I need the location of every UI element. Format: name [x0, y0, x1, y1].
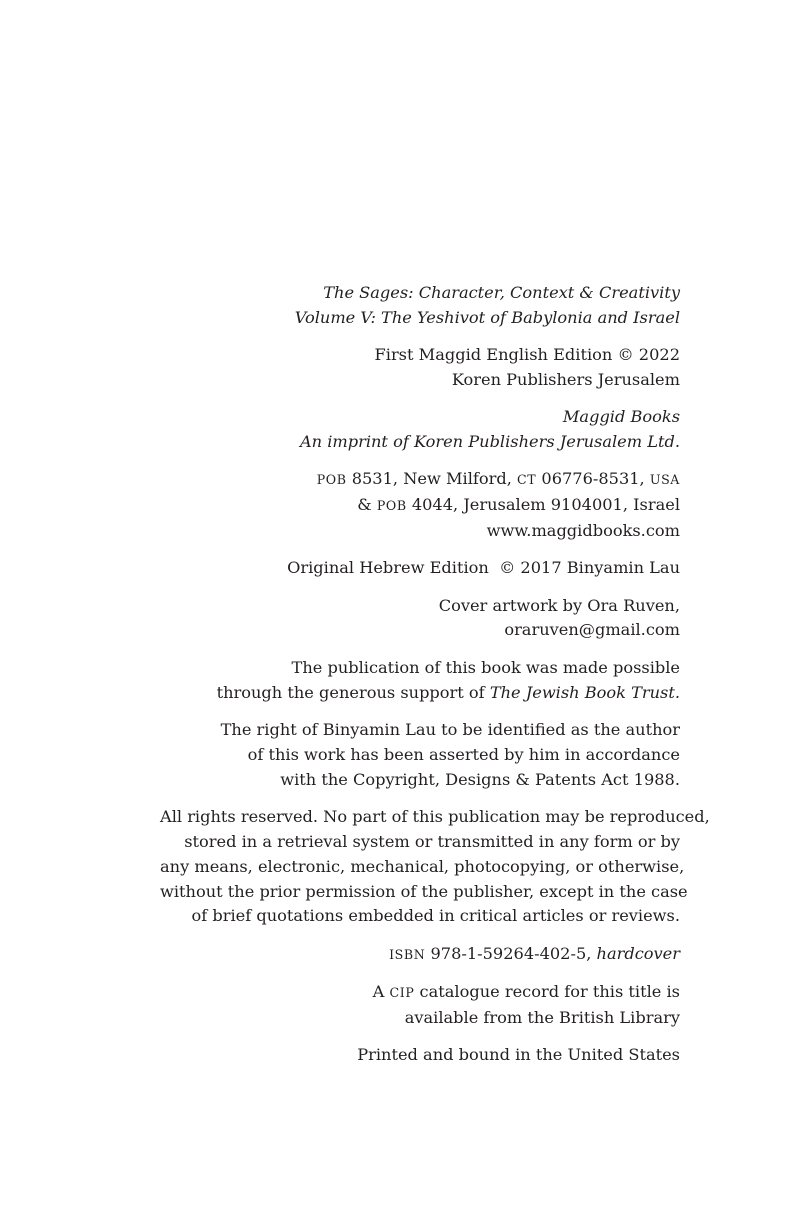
- zip-text: 06776-8531,: [536, 469, 650, 489]
- edition-line: First Maggid English Edition © 2022: [374, 345, 680, 365]
- volume-title: Volume V: The Yeshivot of Babylonia and Israel: [294, 307, 680, 327]
- pob-abbrev: POB: [316, 472, 347, 488]
- ampersand: &: [357, 495, 377, 515]
- trust-name: The Jewish Book Trust.: [489, 682, 680, 702]
- cover-credit: Cover artwork by Ora Ruven,: [438, 595, 680, 615]
- support-block: [160, 656, 680, 706]
- title-block: [160, 281, 680, 331]
- country-abbrev: USA: [649, 472, 680, 488]
- cip-block: [160, 980, 680, 1031]
- cip-line-2: available from the British Library: [404, 1007, 680, 1027]
- isbn-number: 978-1-59264-402-5,: [425, 943, 597, 963]
- cip-line-1: [160, 980, 680, 1006]
- address-block: [160, 467, 680, 544]
- all-rights-line-4: without the prior permission of the publisher, except in the case: [160, 881, 688, 901]
- series-title: The Sages: Character, Context & Creativity: [323, 283, 680, 302]
- imprint-description: An imprint of Koren Publishers Jerusalem Ltd.: [299, 432, 680, 452]
- printed-block: [160, 1043, 680, 1068]
- address-israel-text: 4044, Jerusalem 9104001, Israel: [406, 495, 680, 515]
- address-usa-text: 8531, New Milford,: [346, 469, 517, 489]
- all-rights-line-1: All rights reserved. No part of this publication may be reproduced,: [160, 806, 710, 826]
- state-abbrev: CT: [517, 472, 537, 488]
- cip-abbrev: CIP: [389, 984, 415, 1000]
- all-rights-line-2: stored in a retrieval system or transmitted in any form or by: [184, 831, 680, 851]
- copyright-page: [160, 281, 710, 1080]
- all-rights-block: [160, 805, 710, 930]
- all-rights-line-3: any means, electronic, mechanical, photocopying, or otherwise,: [160, 856, 685, 876]
- pob-abbrev-2: POB: [376, 498, 407, 514]
- cover-block: [160, 594, 680, 644]
- website: www.maggidbooks.com: [486, 521, 680, 541]
- cip-text: catalogue record for this title is: [414, 981, 680, 1001]
- cover-email: oraruven@gmail.com: [504, 620, 680, 640]
- publisher-line: Koren Publishers Jerusalem: [451, 370, 680, 390]
- all-rights-line-5: of brief quotations embedded in critical articles or reviews.: [191, 906, 680, 926]
- imprint-name: Maggid Books: [562, 407, 680, 427]
- isbn-format: hardcover: [596, 943, 680, 963]
- support-text: through the generous support of: [216, 682, 490, 702]
- edition-block: [160, 343, 680, 393]
- author-rights-line-3: with the Copyright, Designs & Patents Act 1988.: [280, 769, 680, 789]
- author-rights-line-2: of this work has been asserted by him in accordance: [247, 744, 680, 764]
- address-line-israel: [160, 493, 680, 519]
- author-rights-block: [160, 718, 680, 793]
- address-line-usa: [160, 467, 680, 493]
- isbn-line: [160, 942, 680, 968]
- hebrew-edition-block: [160, 556, 680, 581]
- support-line-1: The publication of this book was made possible: [291, 657, 680, 677]
- support-line-2: [160, 681, 680, 706]
- hebrew-edition-line: Original Hebrew Edition © 2017 Binyamin Lau: [287, 558, 680, 578]
- author-rights-line-1: The right of Binyamin Lau to be identified as the author: [220, 719, 680, 739]
- isbn-label: ISBN: [389, 946, 426, 962]
- cip-prefix: A: [372, 981, 390, 1001]
- imprint-block: [160, 405, 680, 455]
- isbn-block: [160, 942, 680, 968]
- printed-line: Printed and bound in the United States: [357, 1044, 680, 1064]
